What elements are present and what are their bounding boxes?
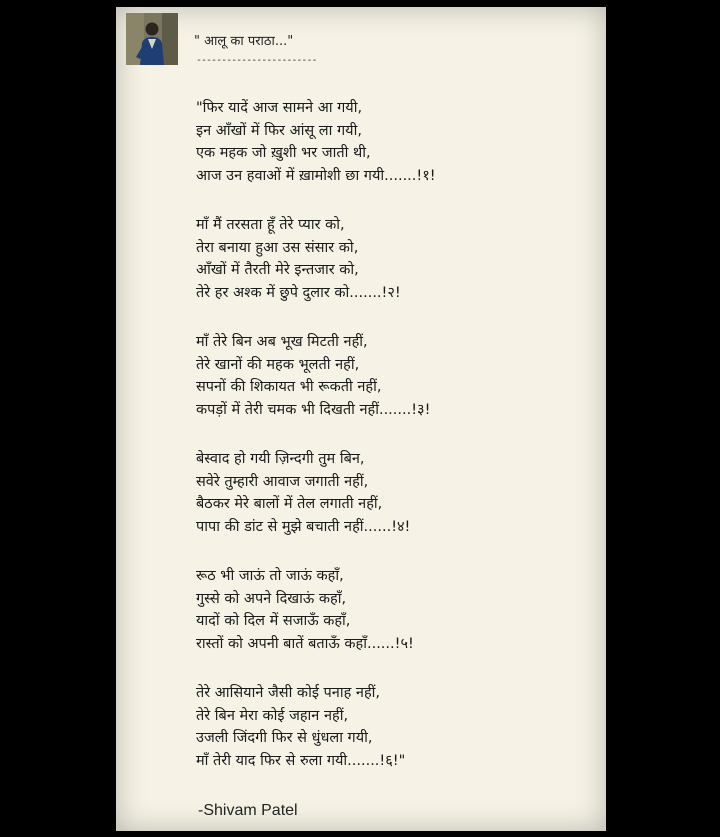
avatar (126, 13, 178, 65)
poem-line: इन आँखों में फिर आंसू ला गयी, (196, 122, 362, 139)
poem-line: तेरे खानों की महक भूलती नहीं, (196, 356, 360, 373)
poem-card (116, 7, 606, 831)
poem-line: "फिर यादें आज सामने आ गयी, (196, 100, 363, 116)
stanza-4 (196, 448, 596, 538)
title-underline: ------------------------ (196, 55, 317, 66)
poem-line: माँ मैं तरसता हूँ तेरे प्यार को, (196, 217, 345, 233)
poem-line: तेरे बिन मेरा कोई जहान नहीं, (196, 707, 349, 724)
person-photo-icon (126, 13, 178, 65)
stanza-3 (196, 331, 596, 421)
poem-line: सपनों की शिकायत भी रूकती नहीं, (196, 379, 382, 395)
poem-line: रास्तों को अपनी बातें बताऊँ कहाँ......!५! (196, 635, 414, 652)
poem-line: यादों को दिल में सजाऊँ कहाँ, (196, 613, 351, 629)
poem-line: गुस्से को अपने दिखाऊं कहाँ, (196, 590, 347, 607)
poem-line: माँ तेरे बिन अब भूख मिटती नहीं, (196, 334, 368, 350)
poem-line: माँ तेरी याद फिर से रुला गयी.......!६!" (196, 752, 406, 769)
poem-line: एक महक जो ख़ुशी भर जाती थी, (196, 145, 371, 161)
author-signature: -Shivam Patel (198, 802, 298, 819)
poem-line: कपड़ों में तेरी चमक भी दिखती नहीं.......!३! (196, 401, 431, 418)
poem-line: पापा की डांट से मुझे बचाती नहीं......!४! (196, 518, 411, 535)
poem-line: तेरे आसियाने जैसी कोई पनाह नहीं, (196, 685, 381, 701)
poem-line: उजली जिंदगी फिर से धुंधला गयी, (196, 730, 373, 746)
post-title: " आलू का पराठा..." (194, 34, 294, 49)
stanza-1 (196, 97, 596, 187)
poem-body (196, 97, 596, 799)
poem-line: सवेरे तुम्हारी आवाज जगाती नहीं, (196, 473, 369, 490)
poem-line: बैठकर मेरे बालों में तेल लगाती नहीं, (196, 496, 383, 512)
stanza-2 (196, 214, 596, 304)
poem-line: आँखों में तैरती मेरे इन्तजार को, (196, 262, 359, 278)
poem-line: रूठ भी जाऊं तो जाऊं कहाँ, (196, 568, 344, 584)
stanza-6 (196, 682, 596, 772)
stanza-5 (196, 565, 596, 655)
poem-line: आज उन हवाओं में ख़ामोशी छा गयी.......!१! (196, 167, 436, 184)
poem-line: तेरा बनाया हुआ उस संसार को, (196, 239, 359, 256)
poem-line: तेरे हर अश्क में छुपे दुलार को.......!२! (196, 284, 401, 301)
poem-line: बेस्वाद हो गयी ज़िन्दगी तुम बिन, (196, 451, 365, 467)
